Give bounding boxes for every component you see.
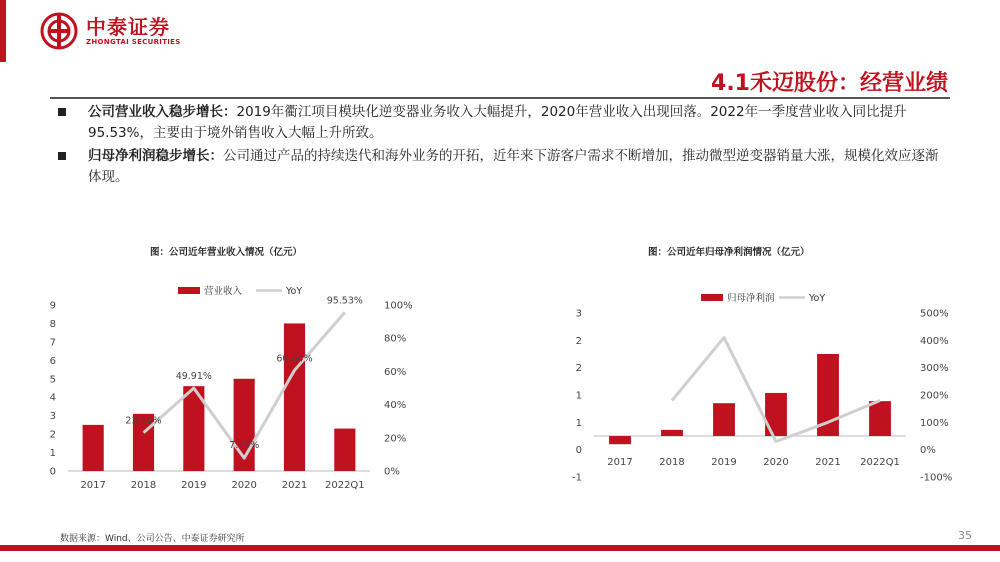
profit-y-right-tick: -100% — [920, 472, 953, 484]
revenue-x-tick: 2019 — [181, 480, 207, 491]
profit-legend-line-label: YoY — [809, 293, 826, 304]
revenue-bar-2017 — [83, 425, 104, 471]
profit-x-tick: 2022Q1 — [860, 457, 900, 468]
profit-legend-bar-swatch — [701, 294, 723, 301]
profit-y-right-tick: 200% — [920, 390, 949, 402]
bullet-square-icon — [58, 152, 66, 160]
revenue-data-label: 60.64% — [276, 353, 313, 365]
revenue-bar-2022Q1 — [334, 429, 355, 471]
revenue-legend-bar-label: 营业收入 — [204, 286, 243, 297]
revenue-y-right-tick: 40% — [384, 400, 407, 412]
revenue-legend-line-label: YoY — [286, 286, 303, 297]
profit-bar-2019 — [713, 403, 735, 436]
revenue-data-label: 7.76% — [229, 440, 260, 452]
revenue-data-label: 23.10% — [125, 415, 162, 427]
revenue-x-tick: 2021 — [281, 480, 308, 491]
net-profit-chart — [550, 280, 970, 495]
profit-bar-2017 — [609, 436, 631, 444]
bullet-net-profit — [52, 146, 942, 188]
profit-bar-2022Q1 — [869, 401, 891, 436]
profit-x-tick: 2020 — [763, 457, 789, 468]
page-title: 4.1禾迈股份：经营业绩 — [711, 71, 948, 96]
profit-y-right-tick: 300% — [920, 363, 949, 375]
revenue-y-left-tick: 8 — [49, 318, 56, 330]
revenue-y-left-tick: 4 — [49, 392, 56, 404]
header — [0, 0, 1000, 62]
profit-x-tick: 2019 — [711, 457, 737, 468]
profit-x-tick: 2017 — [607, 457, 633, 468]
revenue-y-right-tick: 0% — [384, 466, 400, 478]
brand-name-en: ZHONGTAI SECURITIES — [86, 38, 181, 46]
profit-y-left-tick: 2 — [575, 363, 582, 375]
title-divider — [50, 97, 950, 99]
revenue-y-right-tick: 80% — [384, 333, 407, 345]
bullet-heading: 归母净利润稳步增长： — [88, 148, 223, 164]
revenue-y-right-tick: 100% — [384, 300, 413, 312]
page-number: 35 — [958, 529, 972, 542]
bullet-list — [52, 102, 942, 190]
profit-y-right-tick: 100% — [920, 417, 949, 429]
revenue-y-left-tick: 2 — [49, 429, 56, 441]
chart-2-title: 图：公司近年归母净利润情况（亿元） — [648, 247, 810, 258]
profit-y-right-tick: 400% — [920, 335, 949, 347]
revenue-y-left-tick: 3 — [49, 411, 56, 423]
bullet-text: 公司通过产品的持续迭代和海外业务的开拓，近年来下游客户需求不断增加，推动微型逆变器销量大涨，规模化效应逐渐体现。 — [88, 148, 939, 185]
zhongtai-logo-icon — [40, 12, 78, 50]
source-note: 数据来源：Wind、公司公告、中泰证券研究所 — [60, 534, 245, 544]
revenue-x-tick: 2017 — [80, 480, 106, 491]
revenue-y-right-tick: 20% — [384, 433, 407, 445]
revenue-legend-bar-swatch — [178, 287, 200, 294]
brand-name-cn: 中泰证券 — [86, 15, 170, 39]
revenue-x-tick: 2020 — [231, 480, 257, 491]
profit-x-tick: 2021 — [815, 457, 841, 468]
profit-y-right-tick: 500% — [920, 308, 949, 320]
revenue-chart — [30, 280, 460, 495]
chart-1-title: 图：公司近年营业收入情况（亿元） — [150, 247, 303, 258]
profit-y-left-tick: -1 — [572, 472, 582, 484]
header-accent-bar — [0, 0, 6, 62]
bullet-revenue — [52, 102, 942, 144]
revenue-y-left-tick: 1 — [49, 448, 56, 460]
bullet-text: 2019年衢江项目模块化逆变器业务收入大幅提升，2020年营业收入出现回落。2022年一季度营业收入同比提升95.53%，主要由于境外销售收入大幅上升所致。 — [88, 104, 907, 141]
revenue-x-tick: 2018 — [130, 480, 157, 491]
revenue-y-left-tick: 0 — [49, 466, 56, 478]
profit-x-tick: 2018 — [659, 457, 685, 468]
profit-y-left-tick: 0 — [575, 445, 582, 457]
profit-y-left-tick: 3 — [575, 308, 582, 320]
profit-y-left-tick: 1 — [575, 417, 582, 429]
revenue-bar-2021 — [284, 323, 305, 471]
revenue-y-left-tick: 5 — [49, 374, 56, 386]
profit-y-left-tick: 1 — [575, 390, 582, 402]
revenue-y-right-tick: 60% — [384, 366, 407, 378]
revenue-x-tick: 2022Q1 — [324, 480, 365, 491]
revenue-y-left-tick: 7 — [49, 337, 56, 349]
profit-y-right-tick: 0% — [920, 445, 936, 457]
revenue-data-label: 49.91% — [175, 371, 212, 383]
bullet-heading: 公司营业收入稳步增长： — [88, 104, 237, 120]
profit-bar-2018 — [661, 430, 683, 436]
brand-logo — [40, 12, 181, 50]
bullet-square-icon — [58, 108, 66, 116]
profit-legend-bar-label: 归母净利润 — [727, 293, 775, 304]
revenue-y-left-tick: 6 — [49, 355, 56, 367]
profit-y-left-tick: 2 — [575, 335, 582, 347]
footer-accent-bar — [0, 545, 1000, 551]
revenue-y-left-tick: 9 — [49, 300, 56, 312]
revenue-data-label: 95.53% — [326, 295, 363, 307]
